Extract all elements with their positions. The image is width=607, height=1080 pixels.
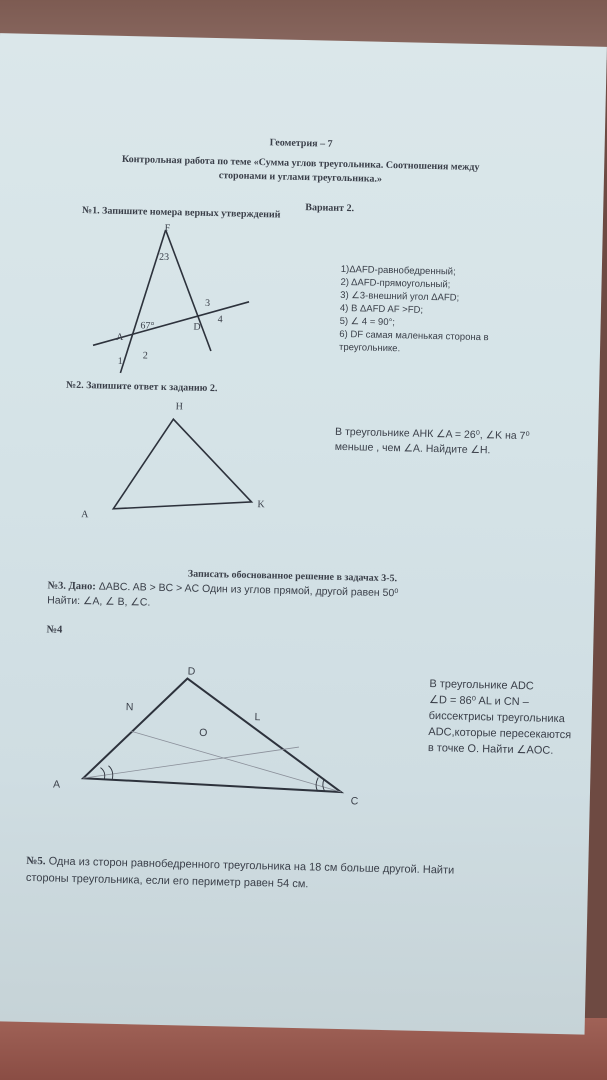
figure2-label-k: K <box>257 499 265 511</box>
figure4-label-a: A <box>52 778 61 791</box>
figure4-label-d: D <box>187 665 196 678</box>
figure1-label-d: D <box>193 321 201 333</box>
figure1-angle-3: 3 <box>204 297 211 309</box>
task1-triangle-figure <box>92 220 296 384</box>
figure2-label-h: H <box>175 401 184 413</box>
statement-1: 1)ΔAFD-равнобедренный; <box>340 263 456 278</box>
figure1-angle-2: 2 <box>142 350 148 362</box>
figure4-label-l: L <box>254 711 261 724</box>
statement-4: 4) В ΔAFD AF >FD; <box>339 302 424 316</box>
task2-text-line1: В треугольнике АНК ∠A = 26⁰, ∠K на 7⁰ <box>334 425 530 443</box>
figure1-angle-f: 23 <box>158 251 170 264</box>
test-title-line2: сторонами и углами треугольника.» <box>218 170 383 185</box>
task4-text-line1: В треугольнике ADC <box>429 678 534 693</box>
subject-title: Геометрия – 7 <box>269 137 333 150</box>
figure4-label-c: C <box>350 795 359 808</box>
task3-label: №3. Дано: <box>47 580 96 593</box>
section-heading: Записать обоснованное решение в задачах 3-5. <box>187 568 398 585</box>
task4-label: №4 <box>46 624 63 636</box>
task2-heading: №2. Запишите ответ к заданию 2. <box>65 379 218 395</box>
figure1-angle-a: 67° <box>140 320 155 332</box>
variant-label: Вариант 2. <box>305 202 355 215</box>
task4-triangle-figure <box>78 670 361 806</box>
task5-text-line1: Одна из сторон равнобедренного треугольника на 18 см больше другой. Найти <box>45 855 455 877</box>
figure1-angle-1: 1 <box>117 355 123 367</box>
task4-text-line4: ADC,которые пересекаются <box>428 726 572 742</box>
figure1-angle-4: 4 <box>217 314 223 326</box>
figure1-label-a: A <box>116 331 124 343</box>
task5-label: №5. <box>26 854 46 868</box>
figure2-label-a: A <box>81 509 89 521</box>
statement-5: 5) ∠ 4 = 90°; <box>339 315 396 329</box>
figure1-label-f: F <box>164 222 171 235</box>
worksheet-paper <box>0 33 607 1035</box>
figure4-label-o: O <box>199 726 208 739</box>
task3-find: Найти: ∠A, ∠ B, ∠C. <box>47 594 151 609</box>
test-title-line1: Контрольная работа по теме «Сумма углов треугольника. Соотношения между <box>121 153 480 174</box>
task4-text-line3: биссектрисы треугольника <box>428 710 565 726</box>
statement-6: 6) DF самая маленькая сторона в <box>339 328 489 344</box>
task2-text-line2: меньше , чем ∠A. Найдите ∠H. <box>334 440 491 457</box>
statement-6-cont: треугольнике. <box>338 341 401 355</box>
task5-text-line2: стороны треугольника, если его периметр равен 54 см. <box>25 871 309 891</box>
figure4-label-n: N <box>125 701 134 714</box>
task1-heading: №1. Запишите номера верных утверждений <box>81 205 281 221</box>
task4-text-line5: в точке O. Найти ∠AOC. <box>427 742 554 757</box>
task3-conditions: ΔABC. AB > BC > AC Один из углов прямой, другой равен 50⁰ <box>95 580 399 600</box>
task2-triangle-figure <box>109 411 271 525</box>
statement-2: 2) ΔAFD-прямоугольный; <box>340 276 451 291</box>
statement-3: 3) ∠3-внешний угол ΔAFD; <box>340 289 460 304</box>
task4-text-line2: ∠D = 86⁰ AL и CN – <box>428 694 529 709</box>
